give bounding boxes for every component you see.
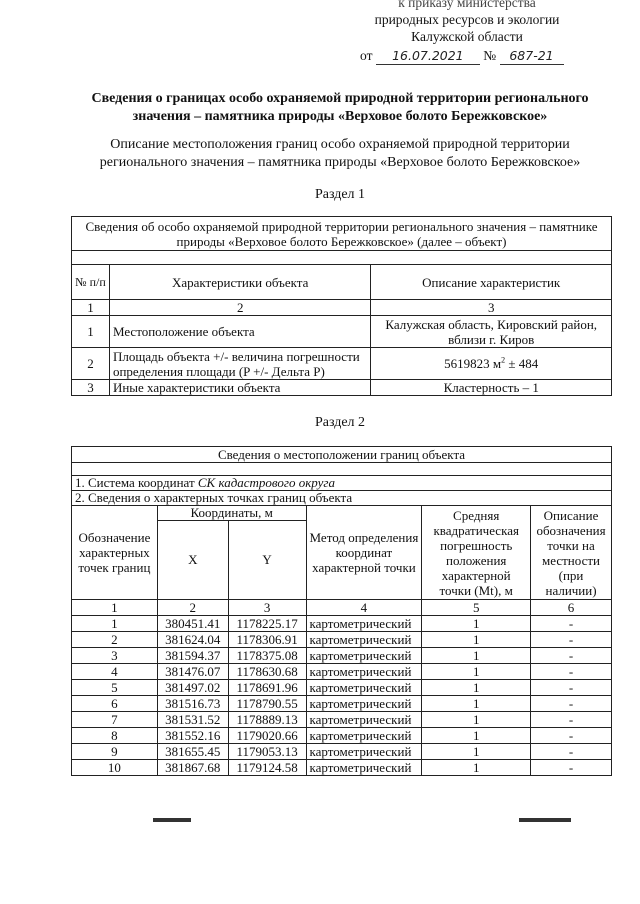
description: - <box>531 744 612 760</box>
coord-y: 1178306.91 <box>228 632 306 648</box>
handwritten-number: 687-21 <box>500 47 564 65</box>
table-row <box>72 696 612 712</box>
error: 1 <box>422 712 531 728</box>
row-number: 2 <box>72 348 110 380</box>
coord-x: 381552.16 <box>157 728 228 744</box>
coord-x: 381655.45 <box>157 744 228 760</box>
description: - <box>531 712 612 728</box>
row-characteristic: Иные характеристики объекта <box>109 380 371 396</box>
description: - <box>531 696 612 712</box>
row-description <box>371 348 612 380</box>
document-subtitle: Описание местоположения границ особо охраняемой природной территории регионального значения – памятника природы «Верховое болото Бережковское» <box>99 137 581 170</box>
table-row <box>72 712 612 728</box>
coord-x: 381497.02 <box>157 680 228 696</box>
document-title: Сведения о границах особо охраняемой природной территории регионального значения – памятника природы «Верховое болото Бережковское» <box>91 91 589 124</box>
table-row <box>72 616 612 632</box>
coord-x: 381594.37 <box>157 648 228 664</box>
point-id: 6 <box>72 696 158 712</box>
coord-y: 1179124.58 <box>228 760 306 776</box>
table1-row <box>72 380 612 396</box>
method: картометрический <box>306 648 422 664</box>
table2-idx-2: 2 <box>157 600 228 616</box>
point-id: 2 <box>72 632 158 648</box>
table2-idx-5: 5 <box>422 600 531 616</box>
point-id: 4 <box>72 664 158 680</box>
boundary-points-table <box>71 446 612 776</box>
coord-y: 1179053.13 <box>228 744 306 760</box>
coord-x: 381624.04 <box>157 632 228 648</box>
coord-y: 1178790.55 <box>228 696 306 712</box>
area-value: 5619823 м <box>444 356 502 371</box>
coord-x: 381516.73 <box>157 696 228 712</box>
handwritten-date: 16.07.2021 <box>376 47 480 65</box>
table1-header-desc: Описание характеристик <box>371 265 612 300</box>
table1-idx-3: 3 <box>371 300 612 316</box>
annex-line-2: Калужской области <box>411 29 523 44</box>
method: картометрический <box>306 728 422 744</box>
description: - <box>531 760 612 776</box>
method: картометрический <box>306 712 422 728</box>
coord-y: 1178691.96 <box>228 680 306 696</box>
method: картометрический <box>306 744 422 760</box>
coordinate-system-name: СК кадастрового округа <box>197 475 335 490</box>
header-x: X <box>157 521 228 600</box>
table-row <box>72 632 612 648</box>
error: 1 <box>422 664 531 680</box>
row-characteristic: Площадь объекта +/- величина погрешности определения площади (P +/- Дельта P) <box>109 348 371 380</box>
number-sign: № <box>483 48 497 63</box>
scan-artifacts <box>0 818 640 828</box>
table2-spacer <box>72 463 612 476</box>
header-y: Y <box>228 521 306 600</box>
section-1-heading: Раздел 1 <box>314 187 366 202</box>
coordinate-system <box>72 476 612 491</box>
table1-idx-2: 2 <box>109 300 371 316</box>
point-id: 1 <box>72 616 158 632</box>
description: - <box>531 648 612 664</box>
row-description: Калужская область, Кировский район, вблизи г. Киров <box>371 316 612 348</box>
description: - <box>531 728 612 744</box>
row-number: 1 <box>72 316 110 348</box>
method: картометрический <box>306 616 422 632</box>
header-method: Метод определения координат характерной точки <box>306 506 422 600</box>
coord-x: 380451.41 <box>157 616 228 632</box>
row-number: 3 <box>72 380 110 396</box>
error: 1 <box>422 648 531 664</box>
description: - <box>531 664 612 680</box>
method: картометрический <box>306 760 422 776</box>
error: 1 <box>422 728 531 744</box>
table1-header-char: Характеристики объекта <box>109 265 371 300</box>
point-id: 9 <box>72 744 158 760</box>
method: картометрический <box>306 696 422 712</box>
method: картометрический <box>306 664 422 680</box>
coord-y: 1178375.08 <box>228 648 306 664</box>
table1-title: Сведения об особо охраняемой природной территории регионального значения – памятнике природы «Верховое болото Бережковское» (далее – объект) <box>72 217 612 251</box>
section-2-heading: Раздел 2 <box>314 415 366 430</box>
annex-dateline <box>352 47 582 65</box>
point-id: 3 <box>72 648 158 664</box>
error: 1 <box>422 696 531 712</box>
coord-y: 1178630.68 <box>228 664 306 680</box>
header-point-designation: Обозначение характерных точек границ <box>72 506 158 600</box>
table2-idx-3: 3 <box>228 600 306 616</box>
table1-header-num: № п/п <box>72 265 110 300</box>
annex-header <box>352 0 582 65</box>
header-description: Описание обозначения точки на местности (при наличии) <box>531 506 612 600</box>
coord-y: 1178889.13 <box>228 712 306 728</box>
error: 1 <box>422 632 531 648</box>
error: 1 <box>422 616 531 632</box>
area-unit-exponent: 2 <box>501 355 506 365</box>
coord-x: 381531.52 <box>157 712 228 728</box>
table1-row <box>72 348 612 380</box>
table2-idx-1: 1 <box>72 600 158 616</box>
error: 1 <box>422 744 531 760</box>
table2-idx-6: 6 <box>531 600 612 616</box>
row-characteristic: Местоположение объекта <box>109 316 371 348</box>
error: 1 <box>422 680 531 696</box>
date-prefix: от <box>360 48 373 63</box>
coord-x: 381476.07 <box>157 664 228 680</box>
table-row <box>72 744 612 760</box>
area-error: ± 484 <box>505 356 539 371</box>
method: картометрический <box>306 632 422 648</box>
table2-idx-4: 4 <box>306 600 422 616</box>
table2-title: Сведения о местоположении границ объекта <box>72 447 612 463</box>
point-id: 5 <box>72 680 158 696</box>
table1-spacer <box>72 251 612 265</box>
table-row <box>72 664 612 680</box>
coord-y: 1178225.17 <box>228 616 306 632</box>
coord-x: 381867.68 <box>157 760 228 776</box>
points-section-title: 2. Сведения о характерных точках границ объекта <box>72 491 612 506</box>
header-error: Средняя квадратическая погрешность положения характерной точки (Mt), м <box>422 506 531 600</box>
row-description: Кластерность – 1 <box>371 380 612 396</box>
table1-row <box>72 316 612 348</box>
error: 1 <box>422 760 531 776</box>
point-id: 10 <box>72 760 158 776</box>
annex-line-0: к приказу министерства <box>398 0 536 10</box>
annex-line-1: природных ресурсов и экологии <box>374 12 560 27</box>
scan-mark-left <box>153 818 191 822</box>
table-row <box>72 760 612 776</box>
point-id: 7 <box>72 712 158 728</box>
coord-y: 1179020.66 <box>228 728 306 744</box>
method: картометрический <box>306 680 422 696</box>
table-row <box>72 680 612 696</box>
table-row <box>72 728 612 744</box>
coordinate-system-label: 1. Система координат <box>75 475 198 490</box>
table1-idx-1: 1 <box>72 300 110 316</box>
description: - <box>531 632 612 648</box>
object-info-table <box>71 216 612 396</box>
scan-mark-right <box>519 818 571 822</box>
table-row <box>72 648 612 664</box>
point-id: 8 <box>72 728 158 744</box>
description: - <box>531 680 612 696</box>
header-coordinates: Координаты, м <box>157 506 306 521</box>
description: - <box>531 616 612 632</box>
